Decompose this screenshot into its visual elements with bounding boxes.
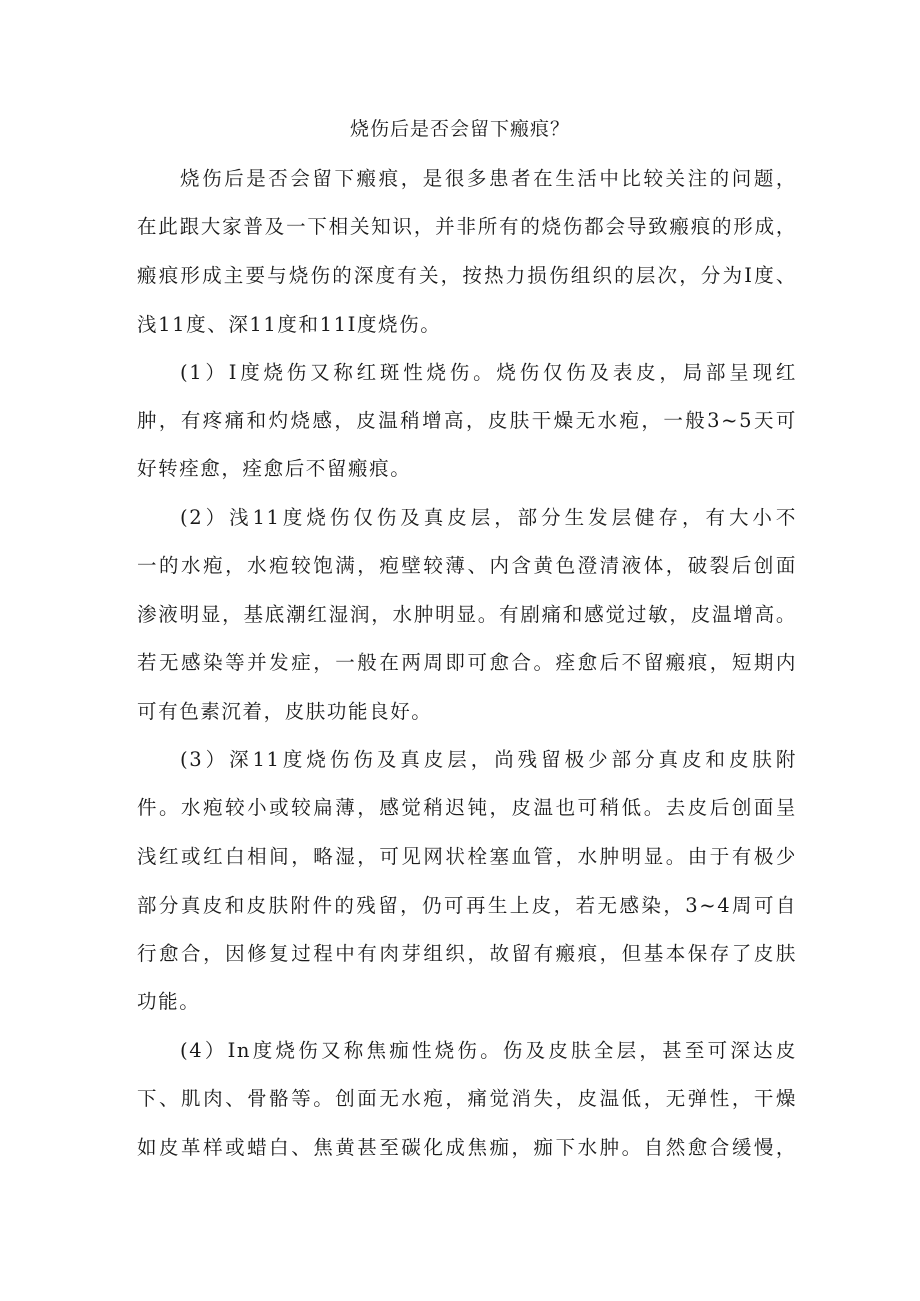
paragraph-3-line-4: 若无感染等并发症，一般在两周即可愈合。痊愈后不留瘢痕，短期内 [137,651,797,674]
paragraph-4-line-3: 浅红或红白相间，略湿，可见网状栓塞血管，水肿明显。由于有极少 [137,845,797,868]
paragraph-2-line-3: 好转痊愈，痊愈后不留瘢痕。 [137,457,412,480]
paragraph-4-line-5: 行愈合，因修复过程中有肉芽组织，故留有瘢痕，但基本保存了皮肤 [137,942,797,965]
paragraph-3-line-5: 可有色素沉着，皮肤功能良好。 [137,700,433,723]
paragraph-3-line-3: 渗液明显，基底潮红湿润，水肿明显。有剧痛和感觉过敏，皮温增高。 [137,603,797,626]
paragraph-4-line-2: 件。水疱较小或较扁薄，感觉稍迟钝，皮温也可稍低。去皮后创面呈 [137,796,797,819]
paragraph-4-line-4: 部分真皮和皮肤附件的残留，仍可再生上皮，若无感染，3~4周可自 [137,894,797,917]
paragraph-5-line-2: 下、肌肉、骨骼等。创面无水疱，痛觉消失，皮温低，无弹性，干燥 [137,1087,797,1110]
paragraph-5-line-3: 如皮革样或蜡白、焦黄甚至碳化成焦痂，痂下水肿。自然愈合缓慢， [137,1136,797,1159]
paragraph-4-line-1: (3）深11度烧伤伤及真皮层，尚残留极少部分真皮和皮肤附 [180,748,797,771]
page-title: 烧伤后是否会留下瘢痕？ [349,118,570,140]
paragraph-3-line-2: 一的水疱，水疱较饱满，疱壁较薄、内含黄色澄清液体，破裂后创面 [137,554,797,577]
paragraph-1-line-2: 在此跟大家普及一下相关知识，并非所有的烧伤都会导致瘢痕的形成， [137,215,797,238]
paragraph-4-line-6: 功能。 [137,990,201,1013]
paragraph-1-line-1: 烧伤后是否会留下瘢痕，是很多患者在生活中比较关注的问题， [180,167,797,190]
paragraph-2-line-2: 肿，有疼痛和灼烧感，皮温稍增高，皮肤干燥无水疱，一般3~5天可 [137,409,797,432]
paragraph-5-line-1: (4）In度烧伤又称焦痂性烧伤。伤及皮肤全层，甚至可深达皮 [180,1039,797,1062]
paragraph-2-line-1: (1）I度烧伤又称红斑性烧伤。烧伤仅伤及表皮，局部呈现红 [180,361,797,384]
paragraph-1-line-4: 浅11度、深11度和11I度烧伤。 [137,313,442,336]
paragraph-3-line-1: (2）浅11度烧伤仅伤及真皮层，部分生发层健存，有大小不 [180,506,797,529]
paragraph-1-line-3: 瘢痕形成主要与烧伤的深度有关，按热力损伤组织的层次，分为I度、 [137,264,797,287]
